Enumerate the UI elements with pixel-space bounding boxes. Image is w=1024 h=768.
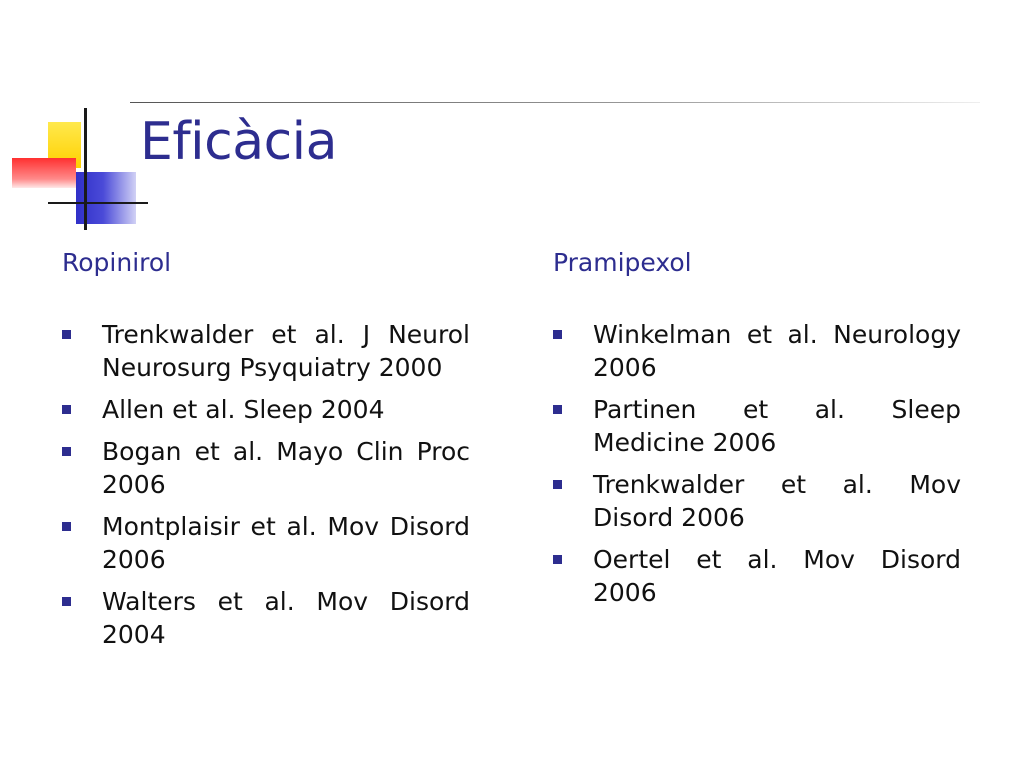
- list-item-text: Winkelman et al. Neurology 2006: [593, 320, 961, 382]
- square-bullet-icon: [62, 522, 71, 531]
- horizontal-line: [48, 202, 148, 204]
- list-item-text: Walters et al. Mov Disord 2004: [102, 587, 470, 649]
- column-ropinirol: [62, 248, 482, 660]
- square-bullet-icon: [62, 447, 71, 456]
- list-item: [62, 510, 470, 576]
- vertical-line: [84, 108, 87, 230]
- column-pramipexol: [553, 248, 973, 618]
- column-heading: Ropinirol: [62, 248, 172, 277]
- square-bullet-icon: [553, 555, 562, 564]
- list-item-text: Trenkwalder et al. J Neurol Neurosurg Psyquiatry 2000: [102, 320, 470, 382]
- list-item-text: Oertel et al. Mov Disord 2006: [593, 545, 961, 607]
- list-item: [62, 318, 470, 384]
- slide-title: Eficàcia: [140, 112, 337, 172]
- title-rule: [130, 102, 980, 103]
- reference-list: [62, 318, 482, 651]
- list-item-text: Partinen et al. Sleep Medicine 2006: [593, 395, 961, 457]
- list-item-text: Trenkwalder et al. Mov Disord 2006: [593, 470, 961, 532]
- list-item: [553, 393, 961, 459]
- list-item: [553, 468, 961, 534]
- red-square: [12, 158, 76, 188]
- square-bullet-icon: [553, 405, 562, 414]
- list-item-text: Montplaisir et al. Mov Disord 2006: [102, 512, 470, 574]
- decorative-squares-logo: [0, 100, 150, 230]
- list-item: [553, 543, 961, 609]
- column-heading: Pramipexol: [553, 248, 692, 277]
- list-item: [553, 318, 961, 384]
- square-bullet-icon: [62, 597, 71, 606]
- square-bullet-icon: [553, 480, 562, 489]
- square-bullet-icon: [62, 405, 71, 414]
- square-bullet-icon: [553, 330, 562, 339]
- list-item-text: Allen et al. Sleep 2004: [102, 395, 385, 424]
- list-item: [62, 585, 470, 651]
- list-item-text: Bogan et al. Mayo Clin Proc 2006: [102, 437, 470, 499]
- list-item: [62, 393, 470, 426]
- reference-list: [553, 318, 973, 609]
- list-item: [62, 435, 470, 501]
- square-bullet-icon: [62, 330, 71, 339]
